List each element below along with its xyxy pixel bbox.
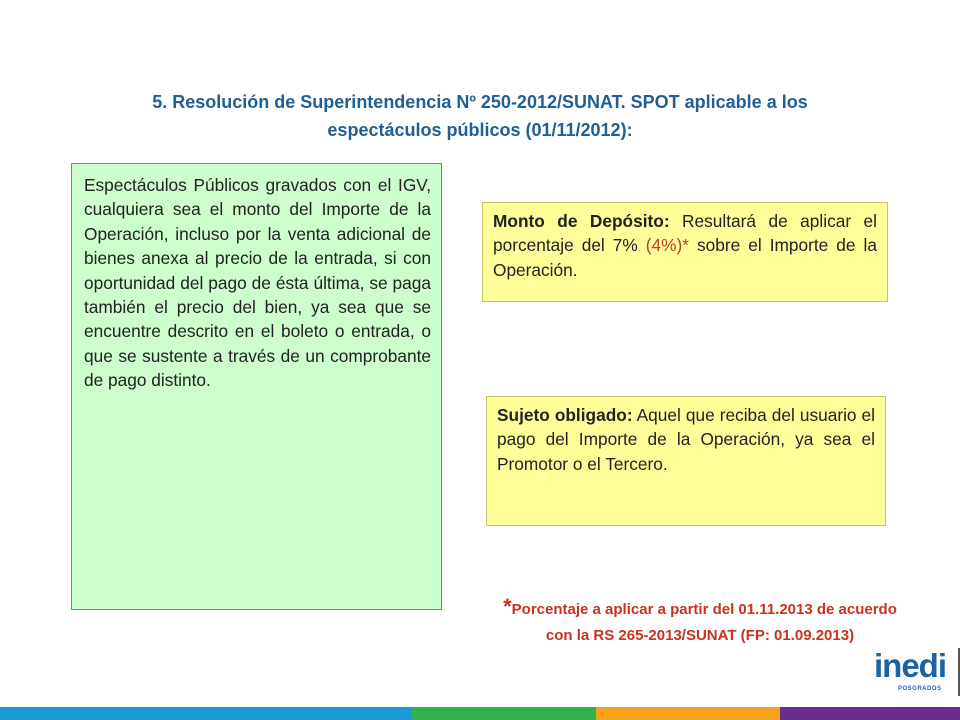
deposit-amount-box	[482, 202, 888, 302]
logo-wordmark: inedi	[874, 647, 947, 684]
deposit-amount-label: Monto de Depósito:	[493, 211, 670, 231]
strip-segment-orange	[596, 707, 780, 720]
obligated-subject-label: Sujeto obligado:	[497, 405, 633, 425]
footnote-line-1	[440, 594, 960, 623]
obligated-subject-box	[486, 396, 886, 526]
slide-title-line-2: espectáculos públicos (01/11/2012):	[327, 120, 633, 140]
bottom-color-strip	[0, 707, 960, 720]
deposit-amount-text-end: sobre el Importe de la Operación.	[493, 235, 877, 280]
deposit-percentage-note: (4%)*	[645, 235, 689, 256]
strip-segment-blue	[0, 707, 412, 720]
public-shows-description-text: Espectáculos Públicos gravados con el IGV, cualquiera sea el monto del Importe de la Operación, incluso por la venta adicional de bienes anexa al precio de la entrada, si con oportunidad del pago de ésta última, se paga también el precio del bien, ya sea que se encuentre descrito en el boleto o entrada, o que se sustente a través de un comprobante de pago distinto.	[84, 175, 431, 391]
obligated-subject-text: Aquel que reciba del usuario el pago del Importe de la Operación, ya sea el Promotor o el Tercero.	[497, 405, 875, 474]
footnote-text-1: Porcentaje a aplicar a partir del 01.11.2013 de acuerdo	[511, 601, 897, 618]
slide-title	[60, 88, 900, 144]
slide-title-line-1: 5. Resolución de Superintendencia Nº 250-2012/SUNAT. SPOT aplicable a los	[152, 92, 808, 112]
logo-subtitle: POSGRADOS	[898, 686, 942, 692]
strip-segment-purple	[780, 707, 960, 720]
asterisk-mark: *	[503, 594, 512, 619]
public-shows-description-box	[71, 163, 442, 610]
deposit-amount-text-start: Resultará de aplicar el porcentaje del 7%	[493, 211, 877, 256]
percentage-footnote	[440, 594, 960, 649]
footnote-line-2: con la RS 265-2013/SUNAT (FP: 01.09.2013)	[545, 627, 855, 644]
strip-segment-green	[412, 707, 596, 720]
inedi-logo	[874, 644, 960, 700]
